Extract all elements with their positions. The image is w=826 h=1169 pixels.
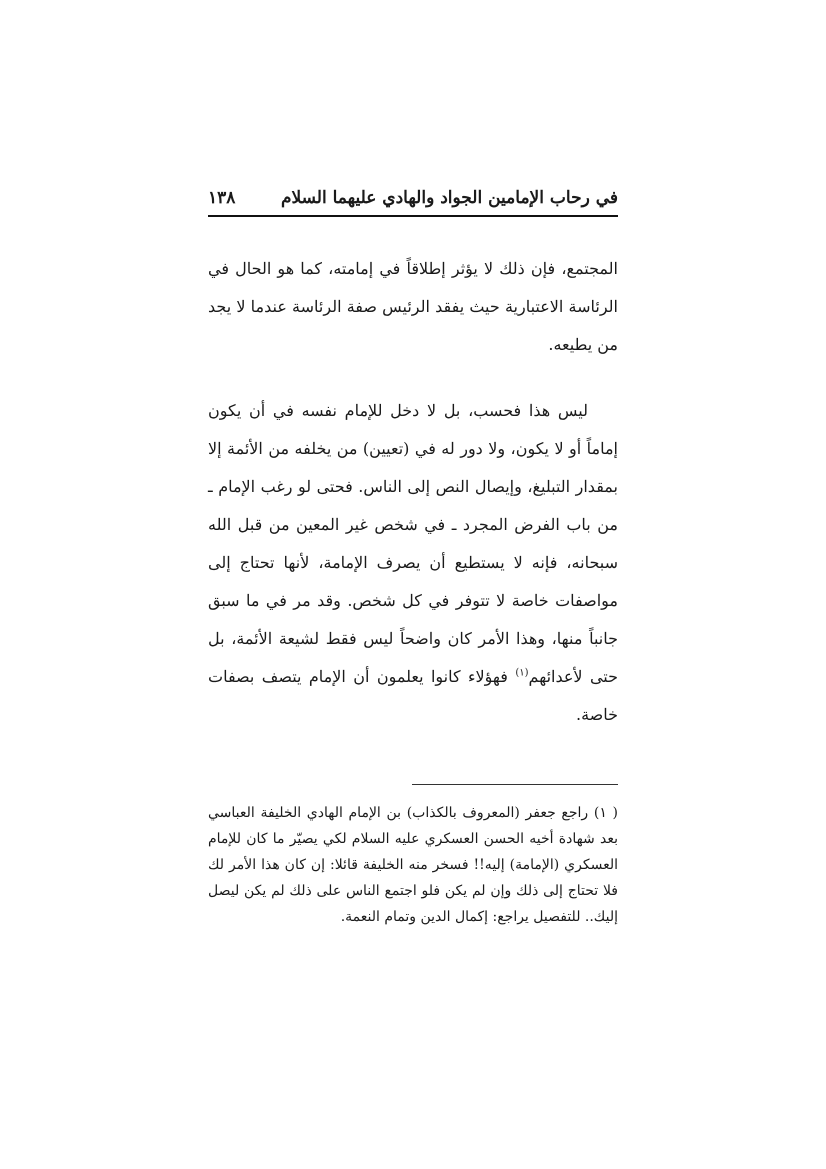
paragraph-2-text: ليس هذا فحسب، بل لا دخل للإمام نفسه في أن يكون إماماً أو لا يكون، ولا دور له في (تعيين) من يخلفه من الأئمة إلا بمقدار التبليغ، وإيصال النص إلى الناس. فحتى لو رغب الإمام ـ من باب الفرض المجرد ـ في شخص غير المعين من قبل الله سبحانه، فإنه لا يستطيع أن يصرف الإمامة، لأنها تحتاج إلى مواصفات خاصة لا تتوفر في كل شخص. وقد مر في ما سبق جانباً منها، وهذا الأمر كان واضحاً ليس فقط لشيعة الأئمة، بل حتى لأعدائهم [208,401,618,686]
running-header [208,186,618,216]
main-text [208,250,618,734]
page-number: ١٣٨ [208,188,236,208]
footnote-marker[interactable]: (١) [515,667,529,679]
paragraph-2 [208,392,618,734]
header-rule [208,215,618,217]
footnote-text: ( ١) راجع جعفر (المعروف بالكذاب) بن الإمام الهادي الخليفة العباسي بعد شهادة أخيه الحسن العسكري عليه السلام لكي يصيّر ما كان للإمام العسكري (الإمامة) إليه!! فسخر منه الخليفة قائلا: إن كان هذا الأمر لك فلا تحتاج إلى ذلك وإن لم يكن فلو اجتمع الناس على ذلك لم يكن ليصل إليك.. للتفصيل يراجع: إكمال الدين وتمام النعمة. [208,805,618,925]
paragraph-2-end-text: فهؤلاء كانوا يعلمون أن الإمام يتصف بصفات خاصة. [208,667,618,724]
footnote [208,800,618,930]
paragraph-1 [208,250,618,364]
footnote-separator [412,784,618,785]
running-header-title: في رحاب الإمامين الجواد والهادي عليهما السلام [280,188,618,208]
paragraph-1-text: المجتمع، فإن ذلك لا يؤثر إطلاقاً في إمامته، كما هو الحال في الرئاسة الاعتبارية حيث يفقد الرئيس صفة الرئاسة عندما لا يجد من يطيعه. [208,259,618,354]
